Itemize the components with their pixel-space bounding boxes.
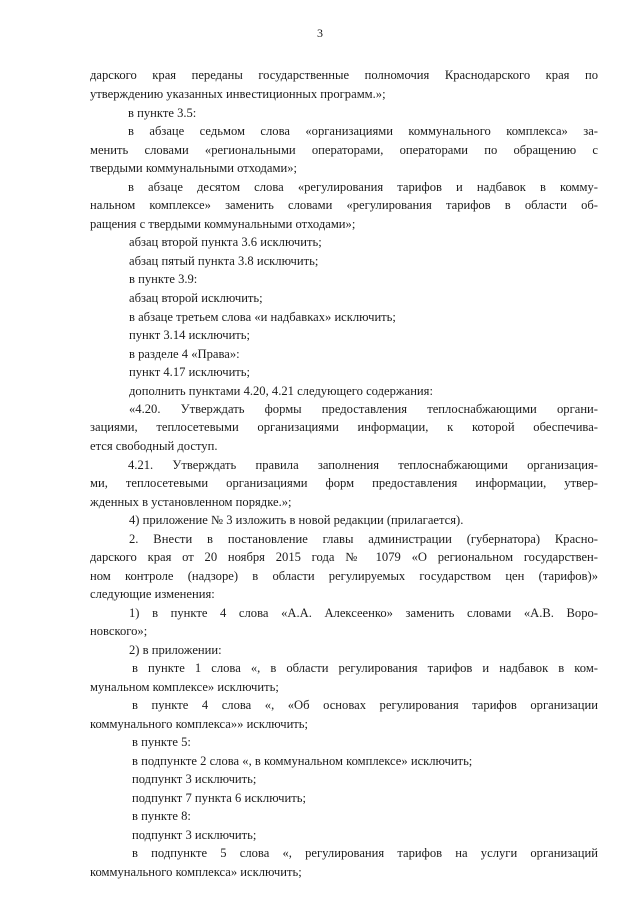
text-line: 2. Внести в постановление главы администрации (губернатора) Красно-	[129, 532, 598, 546]
text-line: в пункте 1 слова «, в области регулирования тарифов и надбавок в ком-	[132, 661, 598, 675]
text-line: в абзаце десятом слова «регулирования тарифов и надбавок в комму-	[128, 180, 598, 194]
text-line: нальном комплексе» заменить словами «регулирования тарифов в области об-	[90, 198, 598, 212]
text-line: новского»;	[90, 624, 148, 638]
text-line: в абзаце третьем слова «и надбавках» исключить;	[129, 310, 396, 324]
text-line: в абзаце седьмом слова «организациями коммунального комплекса» за-	[128, 124, 598, 138]
text-line: 4.21. Утверждать правила заполнения теплоснабжающими организация-	[128, 458, 598, 472]
text-line: ется свободный доступ.	[90, 439, 218, 453]
text-line: пункт 4.17 исключить;	[129, 365, 251, 379]
text-line: пункт 3.14 исключить;	[129, 328, 251, 342]
text-line: «4.20. Утверждать формы предоставления теплоснабжающими органи-	[129, 402, 598, 416]
text-line: зациями, теплосетевыми организациями информации, к которой обеспечива-	[90, 420, 598, 434]
text-line: подпункт 7 пункта 6 исключить;	[132, 791, 306, 805]
text-line: подпункт 3 исключить;	[132, 828, 257, 842]
text-line: в пункте 3.9:	[129, 272, 198, 286]
text-line: коммунального комплекса» исключить;	[90, 865, 302, 879]
text-line: в подпункте 5 слова «, регулирования тарифов на услуги организаций	[132, 846, 598, 860]
text-line: абзац второй пункта 3.6 исключить;	[129, 235, 322, 249]
text-line: дарского края от 20 ноября 2015 года № 1079 «О региональном государствен-	[90, 550, 598, 564]
text-line: 4) приложение № 3 изложить в новой редакции (прилагается).	[129, 513, 464, 527]
text-line: в подпункте 2 слова «, в коммунальном комплексе» исключить;	[132, 754, 473, 768]
text-line: в пункте 5:	[132, 735, 191, 749]
text-line: абзац второй исключить;	[129, 291, 263, 305]
text-line: твердыми коммунальными отходами»;	[90, 161, 298, 175]
text-line: утверждению указанных инвестиционных программ.»;	[90, 87, 386, 101]
text-line: мунальном комплексе» исключить;	[90, 680, 279, 694]
text-line: в пункте 3.5:	[128, 106, 197, 120]
text-line: ми, теплосетевыми организациями форм предоставления информации, утвер-	[90, 476, 598, 490]
text-line: подпункт 3 исключить;	[132, 772, 257, 786]
text-line: в пункте 8:	[132, 809, 191, 823]
text-line: коммунального комплекса»» исключить;	[90, 717, 309, 731]
text-line: в пункте 4 слова «, «Об основах регулирования тарифов организации	[132, 698, 598, 712]
text-line: жденных в установленном порядке.»;	[90, 495, 292, 509]
text-line: ном контроле (надзоре) в области регулируемых государством цен (тарифов)»	[90, 569, 598, 583]
text-line: абзац пятый пункта 3.8 исключить;	[129, 254, 319, 268]
text-line: в разделе 4 «Права»:	[129, 347, 240, 361]
text-line: 1) в пункте 4 слова «А.А. Алексеенко» заменить словами «А.В. Воро-	[129, 606, 598, 620]
text-line: ращения с твердыми коммунальными отходами»;	[90, 217, 356, 231]
page-number: 3	[317, 26, 323, 40]
text-line: дарского края переданы государственные полномочия Краснодарского края по	[90, 68, 598, 82]
text-line: дополнить пунктами 4.20, 4.21 следующего содержания:	[129, 384, 433, 398]
text-line: 2) в приложении:	[129, 643, 222, 657]
text-line: следующие изменения:	[90, 587, 215, 601]
text-line: менить словами «региональными операторами, операторами по обращению с	[90, 143, 598, 157]
